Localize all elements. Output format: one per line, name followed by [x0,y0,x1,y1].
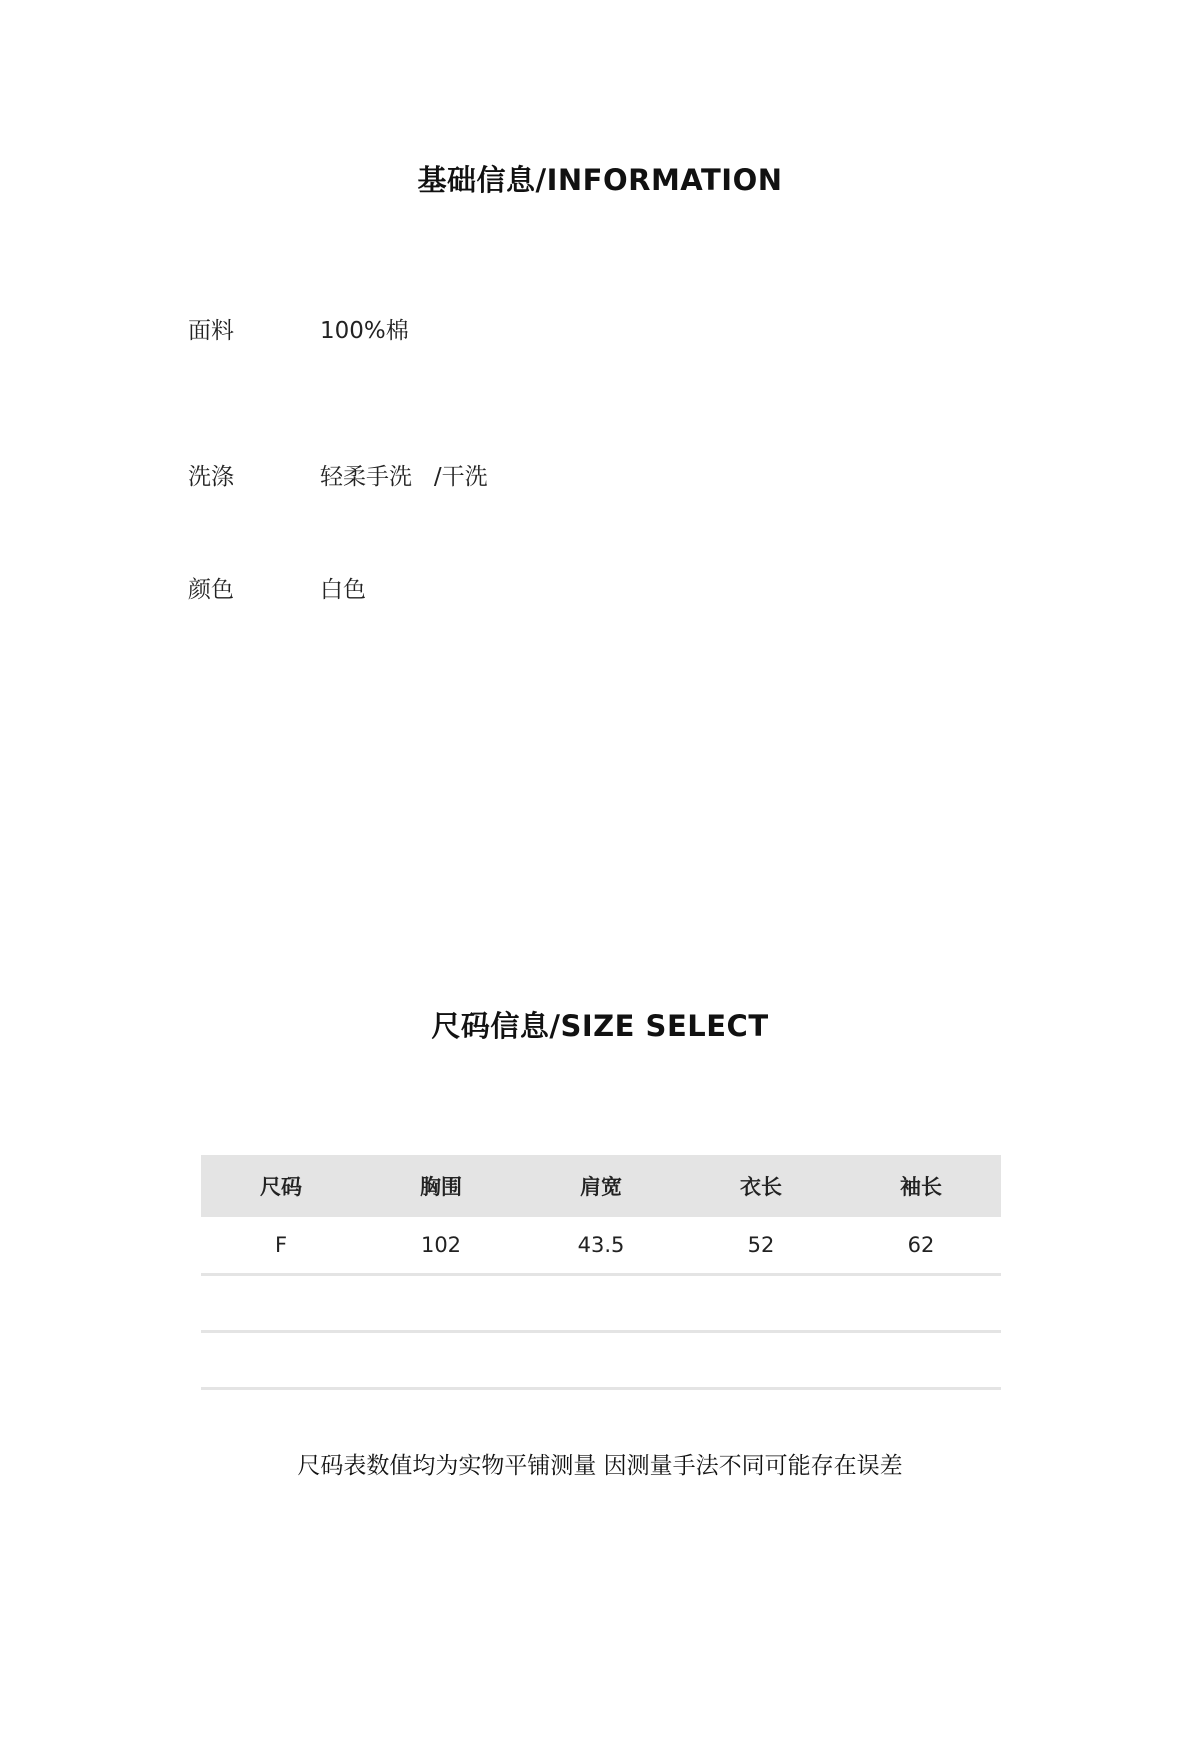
chest-cell: 102 [420,1233,462,1257]
column-header-length: 衣长 [740,1175,782,1199]
column-header-sleeve: 袖长 [900,1175,942,1199]
table-row [201,1217,1001,1276]
fabric-value: 100%棉 [320,318,409,344]
column-header-chest: 胸围 [420,1175,462,1199]
size-table-header [201,1155,1001,1217]
size-cell: F [274,1233,288,1257]
info-row-color [188,571,988,611]
measurement-note: 尺码表数值均为实物平铺测量 因测量手法不同可能存在误差 [297,1453,903,1479]
shoulder-cell: 43.5 [577,1233,625,1257]
info-row-wash [188,458,988,498]
empty-table-row [201,1276,1001,1333]
color-label: 颜色 [188,577,234,603]
info-row-fabric [188,312,988,352]
wash-label: 洗涤 [188,464,234,490]
length-cell: 52 [747,1233,775,1257]
empty-table-row [201,1333,1001,1390]
column-header-shoulder: 肩宽 [580,1175,622,1199]
wash-value: 轻柔手洗 /干洗 [320,464,488,490]
color-value: 白色 [320,577,366,603]
column-header-size: 尺码 [260,1175,302,1199]
size-table [201,1155,1001,1390]
info-section-title: 基础信息/INFORMATION [417,163,783,197]
fabric-label: 面料 [188,318,234,344]
size-section-title: 尺码信息/SIZE SELECT [431,1009,769,1043]
sleeve-cell: 62 [907,1233,935,1257]
